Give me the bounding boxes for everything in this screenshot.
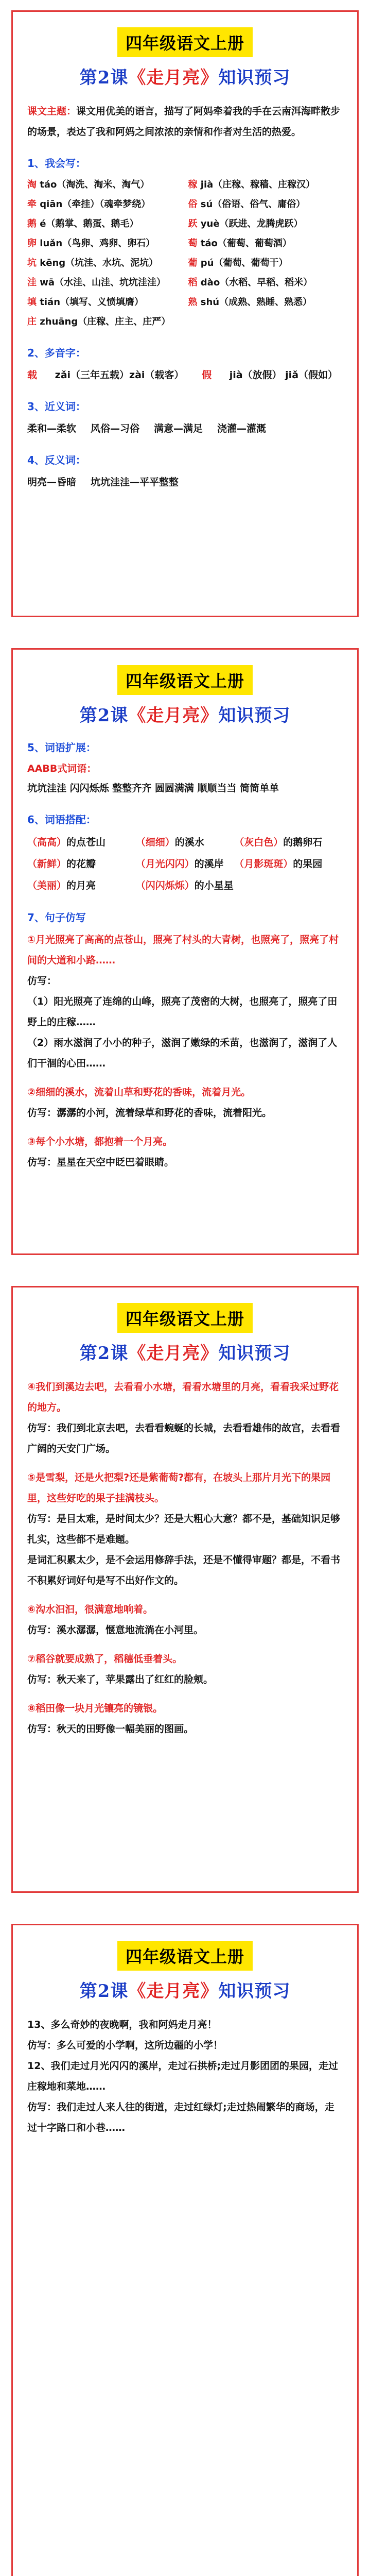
vocab-item	[188, 273, 343, 293]
vocab-char: 牵	[27, 199, 37, 210]
vocab-pinyin: táo（葡萄、葡萄酒）	[200, 238, 292, 249]
pair-modifier: （新鲜）	[27, 858, 67, 870]
word-pair	[27, 875, 136, 896]
example-sentence: ①月光照亮了高高的点苍山，照亮了村头的大青树，也照亮了，照亮了村间的大道和小路……	[27, 934, 339, 966]
imitation-answer: 仿写：我们到北京去吧，去看看蜿蜒的长城，去看看雄伟的故宫，去看看广阔的天安门广场。	[27, 1422, 341, 1454]
vocab-char: 洼	[27, 277, 37, 288]
lesson-suffix: 知识预习	[218, 1343, 291, 1364]
card-1	[11, 10, 359, 617]
vocab-item	[27, 175, 182, 195]
grade-banner: 四年级语文上册	[117, 1303, 253, 1333]
lesson-suffix: 知识预习	[218, 67, 291, 88]
vocab-char: 俗	[188, 199, 198, 210]
vocab-grid	[27, 175, 343, 332]
imitation-answer: 仿写：秋天来了，苹果露出了红红的脸颊。	[27, 1674, 214, 1685]
theme-label: 课文主题：	[27, 106, 77, 117]
pair-noun: 的月亮	[66, 880, 96, 891]
imitation-answer: （2）雨水滋润了小小的种子，滋润了嫩绿的禾苗，也滋润了，滋润了人们干涸的心田……	[27, 1037, 338, 1069]
section-word-pair-title: 6、词语搭配：	[27, 814, 96, 826]
vocab-pinyin: jià（庄稼、稼穑、庄稼汉）	[200, 179, 315, 190]
vocab-pinyin: é（鹅掌、鹅蛋、鹅毛）	[40, 218, 139, 229]
pair-noun: 的鹅卵石	[283, 837, 323, 848]
vocab-pinyin: sú（俗语、俗气、庸俗）	[200, 199, 306, 210]
polyphone-text: jià（放假） jiǎ（假如）	[229, 369, 338, 381]
lesson-book-title: 《走月亮》	[128, 1343, 219, 1364]
pair-modifier: （细细）	[135, 837, 175, 848]
aabb-words: 坑坑洼洼 闪闪烁烁 整整齐齐 圆圆满满 顺顺当当 简简单单	[27, 783, 279, 794]
imitation-answer: 仿写：多么可爱的小学啊，这所边疆的小学！	[27, 2040, 223, 2051]
example-sentence: ②细细的溪水，流着山草和野花的香味，流着月光。	[27, 1087, 251, 1098]
pair-modifier: （月影斑斑）	[234, 858, 293, 870]
lesson-title	[27, 1977, 343, 2002]
synonym-pair: 风俗—习俗	[91, 423, 140, 434]
example-sentence: 12、我们走过月光闪闪的溪岸，走过石拱桥;走过月影团团的果园，走过庄稼地和菜地……	[27, 2060, 339, 2092]
pair-modifier: （月光闪闪）	[135, 858, 195, 870]
pair-noun: 的果园	[293, 858, 323, 870]
vocab-pinyin: yuè（跃进、龙腾虎跃）	[200, 218, 303, 229]
vocab-item	[27, 195, 182, 214]
vocab-pinyin: pú（葡萄、葡萄干）	[200, 258, 288, 268]
card-3	[11, 1286, 359, 1893]
vocab-char: 跃	[188, 218, 198, 229]
synonym-pair: 浇灌—灌溉	[217, 423, 267, 434]
card-4	[11, 1924, 359, 2576]
vocab-item	[188, 214, 343, 234]
vocab-item	[27, 253, 182, 273]
grade-banner: 四年级语文上册	[117, 665, 253, 695]
example-sentence: 13、多么奇妙的夜晚啊，我和阿妈走月亮！	[27, 2019, 217, 2030]
vocab-pinyin: dào（水稻、早稻、稻米）	[200, 277, 313, 288]
antonym-pair: 明亮—昏暗	[27, 477, 77, 488]
example-sentence: ⑧稻田像一块月光镶亮的镜银。	[27, 1703, 163, 1714]
lesson-number: 第2课	[79, 1343, 129, 1364]
polyphone-char: 假	[202, 369, 212, 381]
example-sentence: ⑦稻谷就要成熟了，稻穗低垂着头。	[27, 1653, 183, 1665]
word-pair	[234, 832, 343, 853]
grade-banner: 四年级语文上册	[117, 27, 253, 57]
example-sentence: ⑤是雪梨，还是火把梨?还是紫葡萄?都有，在坡头上那片月光下的果园里，这些好吃的果子挂满枝头。	[27, 1472, 331, 1504]
polyphone-row	[27, 365, 343, 385]
vocab-char: 卵	[27, 238, 37, 249]
word-pair	[27, 832, 136, 853]
imitation-answer: 仿写：溪水潺潺，惬意地流淌在小河里。	[27, 1624, 204, 1636]
synonym-pair: 柔和—柔软	[27, 423, 77, 434]
vocab-char: 鹅	[27, 218, 37, 229]
lesson-title	[27, 1339, 343, 1364]
vocab-item	[188, 175, 343, 195]
vocab-pinyin: táo（淘洗、淘米、淘气）	[40, 179, 150, 190]
vocab-pinyin: zhuāng（庄稼、庄主、庄严）	[40, 316, 171, 327]
vocab-pinyin: shú（成熟、熟睡、熟悉）	[200, 297, 312, 308]
antonym-row	[27, 472, 343, 493]
vocab-item	[188, 293, 343, 312]
section-synonym-title: 3、近义词：	[27, 400, 86, 413]
polyphone-char: 载	[27, 369, 38, 381]
imitation-answer: 是词汇积累太少，是不会运用修辞手法，还是不懂得审题？都是，不看书不积累好词好句是写不出好作文的。	[27, 1554, 341, 1586]
lesson-title	[27, 63, 343, 89]
section-sentence-title: 7、句子仿写	[27, 911, 86, 924]
section-antonym-title: 4、反义词：	[27, 454, 86, 466]
vocab-item	[27, 312, 182, 332]
pair-noun: 的溪岸	[194, 858, 224, 870]
imitation-answer: 仿写：星星在天空中眨巴着眼睛。	[27, 1157, 174, 1168]
example-sentence: ④我们到溪边去吧，去看看小水塘，看看水塘里的月亮，看看我采过野花的地方。	[27, 1381, 339, 1413]
word-pair	[136, 832, 235, 853]
theme-paragraph	[27, 101, 343, 142]
word-pair	[27, 853, 136, 875]
vocab-item	[27, 293, 182, 312]
antonym-pair: 坑坑洼洼—平平整整	[91, 477, 179, 488]
pair-noun: 的溪水	[174, 837, 204, 848]
aabb-label: AABB式词语：	[27, 763, 97, 774]
vocab-char: 填	[27, 297, 37, 308]
vocab-pinyin: wā（水洼、山洼、坑坑洼洼）	[40, 277, 166, 288]
imitation-answer: 仿写：潺潺的小河，流着绿草和野花的香味，流着阳光。	[27, 1107, 272, 1118]
imitation-label: 仿写：	[27, 975, 57, 987]
vocab-char: 坑	[27, 258, 37, 268]
polyphone-text: zǎi（三年五载）zài（载客）	[55, 369, 184, 381]
theme-text: 课文用优美的语言，描写了阿妈牵着我的手在云南洱海畔散步的场景，表达了我和阿妈之间浓浓的亲情和作者对生活的热爱。	[27, 106, 341, 138]
vocab-pinyin: qiān（牵挂）（魂牵梦绕）	[40, 199, 151, 210]
pair-noun: 的小星星	[194, 880, 234, 891]
vocab-item	[27, 234, 182, 253]
pair-noun: 的点苍山	[66, 837, 106, 848]
vocab-char: 萄	[188, 238, 198, 249]
lesson-number: 第2课	[79, 1981, 129, 2002]
vocab-char: 淘	[27, 179, 37, 190]
vocab-char: 庄	[27, 316, 37, 327]
imitation-answer: 仿写：我们走过人来人往的街道，走过红绿灯;走过热闹繁华的商场，走过十字路口和小巷……	[27, 2102, 334, 2133]
vocab-pinyin: tián（填写、义愤填膺）	[40, 297, 144, 308]
vocab-char: 稻	[188, 277, 198, 288]
word-pair	[136, 853, 235, 875]
pair-modifier: （灰白色）	[234, 837, 284, 848]
section-polyphone-title: 2、多音字：	[27, 347, 86, 359]
lesson-suffix: 知识预习	[218, 1981, 291, 2002]
vocab-item	[188, 253, 343, 273]
vocab-item	[188, 234, 343, 253]
vocab-char: 稼	[188, 179, 198, 190]
lesson-number: 第2课	[79, 705, 129, 726]
vocab-pinyin: kēng（坑洼、水坑、泥坑）	[40, 258, 158, 268]
imitation-answer: （1）阳光照亮了连绵的山峰，照亮了茂密的大树，也照亮了，照亮了田野上的庄稼……	[27, 996, 338, 1028]
imitation-answer: 仿写：是目太难，是时间太少？还是大粗心大意？都不是，基础知识足够扎实，这些都不是难题。	[27, 1513, 341, 1545]
word-pair	[234, 853, 343, 875]
vocab-char: 熟	[188, 297, 198, 308]
lesson-suffix: 知识预习	[218, 705, 291, 726]
word-pair	[136, 875, 235, 896]
lesson-book-title: 《走月亮》	[128, 1981, 219, 2002]
pair-modifier: （美丽）	[27, 880, 67, 891]
vocab-item	[188, 195, 343, 214]
vocab-char: 葡	[188, 258, 198, 268]
vocab-pinyin: luǎn（鸟卵、鸡卵、卵石）	[40, 238, 155, 249]
lesson-number: 第2课	[79, 67, 129, 88]
pair-modifier: （闪闪烁烁）	[135, 880, 195, 891]
card-2	[11, 648, 359, 1255]
synonym-pair: 满意—满足	[154, 423, 203, 434]
grade-banner: 四年级语文上册	[117, 1941, 253, 1971]
imitation-answer: 仿写：秋天的田野像一幅美丽的图画。	[27, 1723, 194, 1735]
pair-modifier: （高高）	[27, 837, 67, 848]
example-sentence: ⑥沟水汩汩，很满意地响着。	[27, 1604, 153, 1615]
vocab-item	[27, 214, 182, 234]
pair-noun: 的花瓣	[66, 858, 96, 870]
section-write-title: 1、我会写：	[27, 157, 86, 170]
lesson-title	[27, 701, 343, 726]
section-word-expand-title: 5、词语扩展：	[27, 741, 96, 754]
lesson-book-title: 《走月亮》	[128, 67, 219, 88]
example-sentence: ③每个小水塘，都抱着一个月亮。	[27, 1136, 173, 1147]
lesson-book-title: 《走月亮》	[128, 705, 219, 726]
synonym-row	[27, 418, 343, 439]
vocab-item	[27, 273, 182, 293]
pair-row	[27, 832, 343, 896]
